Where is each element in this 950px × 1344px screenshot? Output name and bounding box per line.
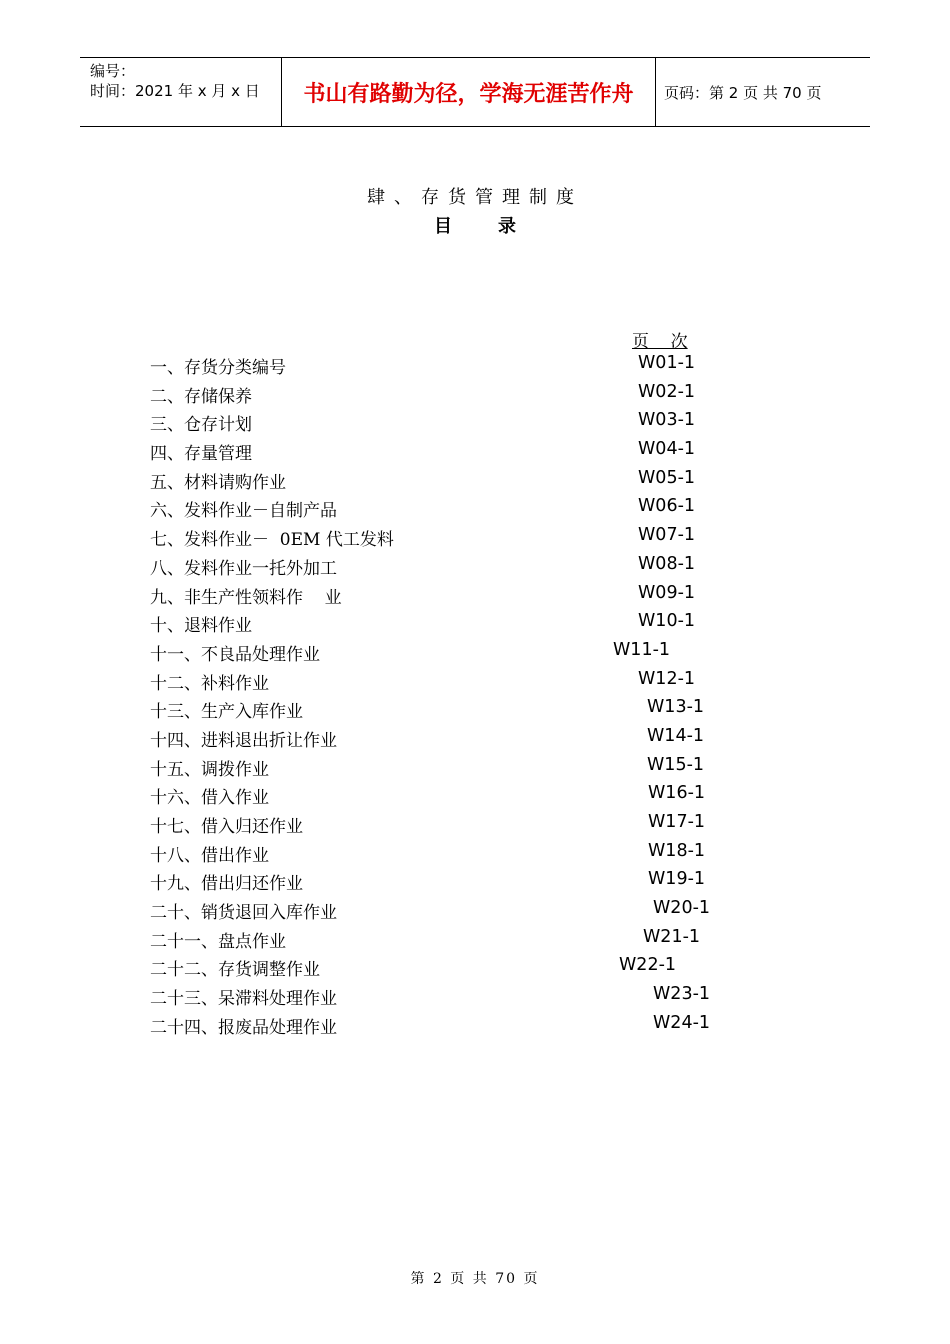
toc-entry: [150, 781, 850, 810]
toc-entry: [150, 810, 850, 839]
toc-entry-page: W08-1: [638, 553, 696, 574]
toc-entry: [150, 380, 850, 409]
toc-entry: [150, 753, 850, 782]
toc-entry: [150, 638, 850, 667]
toc-entry-label: 十二、补料作业: [150, 673, 269, 694]
toc-entry-label: 二十三、呆滞料处理作业: [150, 989, 337, 1010]
toc-entry: [150, 609, 850, 638]
toc-entry-page: W24-1: [653, 1012, 711, 1033]
toc-entry-label: 十三、生产入库作业: [150, 702, 303, 723]
toc-entry: [150, 982, 850, 1011]
toc-entry-page: W02-1: [638, 381, 696, 402]
header-page-code: 页码：第 2 页 共 70 页: [664, 83, 822, 102]
toc-entry-page: W22-1: [619, 955, 677, 976]
toc-entry-label: 一、存货分类编号: [150, 358, 286, 378]
toc-entry-label: 五、材料请购作业: [150, 472, 286, 493]
toc-entry-label: 十五、调拨作业: [150, 759, 269, 780]
toc-entry: [150, 523, 850, 552]
toc-entry-page: W19-1: [648, 869, 706, 890]
toc-entry: [150, 552, 850, 581]
toc-entry: [150, 351, 850, 380]
toc-entry-page: W01-1: [638, 353, 696, 373]
document-time: 时间：2021 年 x 月 x 日: [90, 82, 260, 100]
document-title: 肆、存货管理制度: [367, 187, 583, 208]
toc-entry: [150, 695, 850, 724]
toc-entry-label: 十六、借入作业: [150, 788, 269, 809]
toc-entry: [150, 925, 850, 954]
toc-entry-page: W10-1: [638, 611, 696, 632]
page-footer: 第 2 页 共 70 页: [410, 1271, 540, 1287]
toc-entry-page: W18-1: [648, 840, 706, 861]
toc-heading-left: 目: [434, 216, 452, 237]
toc-entry-page: W13-1: [647, 697, 705, 718]
table-of-contents: [150, 351, 850, 1040]
toc-entry-page: W23-1: [653, 984, 711, 1005]
toc-entry: [150, 667, 850, 696]
toc-entry: [150, 581, 850, 610]
toc-entry-label: 十一、不良品处理作业: [150, 644, 320, 665]
toc-entry-label: 三、仓存计划: [150, 415, 252, 436]
toc-entry-page: W20-1: [653, 898, 711, 919]
page-header: [80, 57, 870, 127]
page-column-header: 页 次: [632, 332, 688, 352]
toc-entry: [150, 839, 850, 868]
toc-entry-label: 二十、销货退回入库作业: [150, 903, 337, 924]
toc-entry: [150, 953, 850, 982]
toc-entry-page: W15-1: [647, 754, 705, 775]
toc-entry-page: W03-1: [638, 410, 696, 431]
toc-entry: [150, 724, 850, 753]
toc-entry-label: 十四、进料退出折让作业: [150, 730, 337, 751]
toc-entry-page: W11-1: [613, 639, 671, 660]
toc-entry-page: W07-1: [638, 525, 696, 546]
toc-entry-label: 六、发料作业－自制产品: [150, 501, 337, 522]
toc-entry-label: 九、非生产性领料作 业: [150, 587, 342, 608]
toc-entry-label: 二、存储保养: [150, 386, 252, 407]
toc-entry-label: 二十四、报废品处理作业: [150, 1017, 337, 1038]
toc-entry: [150, 466, 850, 495]
toc-entry-label: 十九、借出归还作业: [150, 874, 303, 895]
toc-entry: [150, 896, 850, 925]
toc-entry-label: 十七、借入归还作业: [150, 817, 303, 837]
toc-entry-label: 十八、借出作业: [150, 845, 269, 866]
toc-entry-label: 七、发料作业－ 0EM 代工发料: [150, 530, 394, 551]
toc-entry-page: W04-1: [638, 439, 696, 460]
toc-entry: [150, 437, 850, 466]
toc-heading: [0, 212, 950, 238]
toc-entry-page: W21-1: [643, 926, 701, 947]
toc-entry: [150, 867, 850, 896]
header-motto: 书山有路勤为径，学海无涯苦作舟: [281, 58, 656, 126]
toc-entry-label: 二十一、盘点作业: [150, 931, 286, 952]
toc-heading-right: 录: [498, 216, 516, 237]
toc-entry-label: 四、存量管理: [150, 444, 252, 465]
document-number-label: 编号：: [90, 62, 136, 80]
toc-entry-page: W14-1: [647, 725, 705, 746]
header-meta: [80, 58, 280, 126]
toc-entry-page: W12-1: [638, 668, 696, 689]
toc-entry: [150, 494, 850, 523]
toc-entry-page: W17-1: [648, 812, 706, 832]
toc-entry-page: W09-1: [638, 582, 696, 603]
toc-entry-label: 十、退料作业: [150, 616, 252, 637]
toc-entry-page: W06-1: [638, 496, 696, 517]
toc-entry-page: W05-1: [638, 467, 696, 488]
toc-entry: [150, 1011, 850, 1040]
toc-entry: [150, 408, 850, 437]
toc-entry-label: 八、发料作业一托外加工: [150, 558, 337, 579]
toc-entry-page: W16-1: [648, 783, 706, 804]
toc-entry-label: 二十二、存货调整作业: [150, 960, 320, 981]
